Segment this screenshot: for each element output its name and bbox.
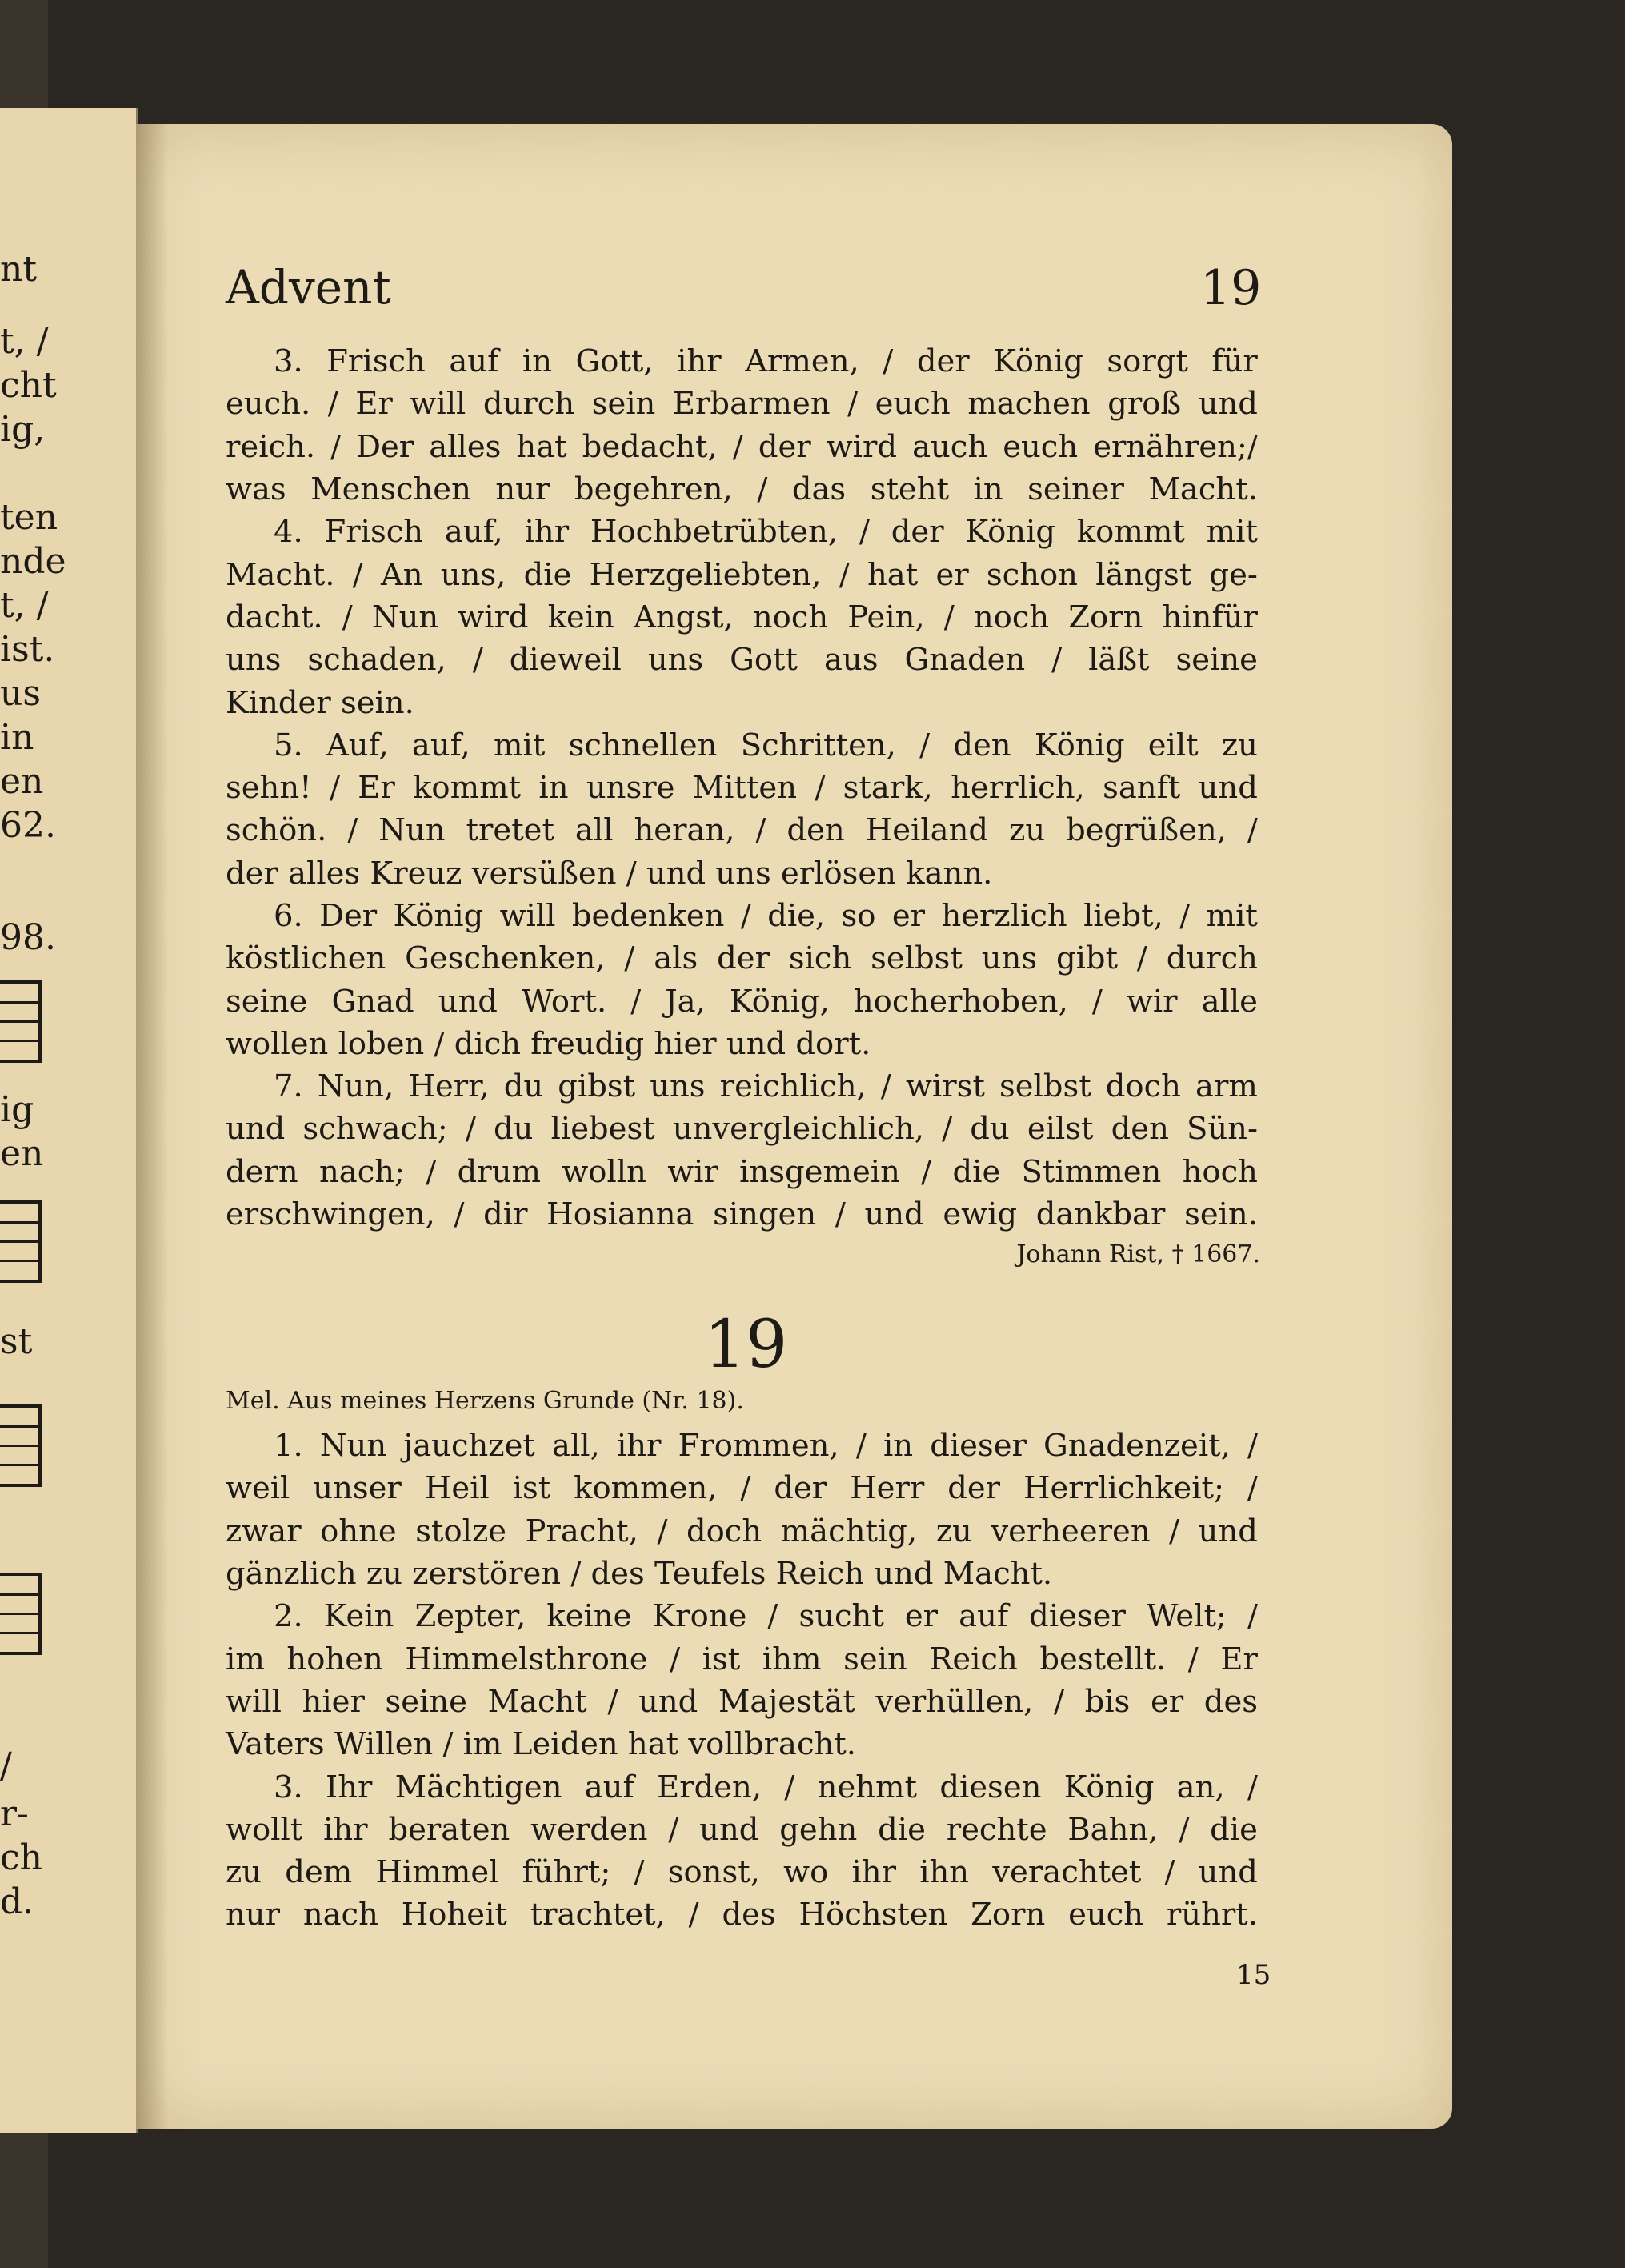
text-line: dacht. / Nun wird kein Angst, noch Pein, / noch Zorn hinfür bbox=[226, 599, 1258, 635]
left-margin-text: d. bbox=[0, 1881, 34, 1922]
hymn-18-stanzas bbox=[226, 340, 1258, 1236]
music-staff-fragment bbox=[0, 1404, 42, 1487]
left-margin-text: nde bbox=[0, 541, 66, 582]
text-line: Macht. / An uns, die Herzgeliebten, / hat er schon längst ge- bbox=[226, 556, 1258, 593]
left-page-fragment bbox=[0, 108, 138, 2133]
left-margin-text: in bbox=[0, 717, 34, 758]
hymn-number: 19 bbox=[704, 1307, 788, 1383]
text-line: und schwach; / du liebest unvergleichlich, / du eilst den Sün- bbox=[226, 1111, 1258, 1148]
left-margin-text: 98. bbox=[0, 917, 56, 958]
left-margin-text: en bbox=[0, 761, 44, 802]
text-line: 6. Der König will bedenken / die, so er herzlich liebt, / mit bbox=[274, 898, 1258, 934]
text-line: schön. / Nun tretet all heran, / den Heiland zu begrüßen, / bbox=[226, 812, 1258, 849]
text-line: was Menschen nur begehren, / das steht in seiner Macht. bbox=[226, 471, 1258, 508]
text-line: 2. Kein Zepter, keine Krone / sucht er auf dieser Welt; / bbox=[274, 1598, 1258, 1635]
text-line: 7. Nun, Herr, du gibst uns reichlich, / wirst selbst doch arm bbox=[274, 1068, 1258, 1105]
left-margin-text: en bbox=[0, 1133, 44, 1174]
text-line: nur nach Hoheit trachtet, / des Höchsten Zorn euch rührt. bbox=[226, 1897, 1258, 1933]
text-line: der alles Kreuz versüßen / und uns erlösen kann. bbox=[226, 855, 993, 892]
text-line: sehn! / Er kommt in unsre Mitten / stark, herrlich, sanft und bbox=[226, 770, 1258, 807]
text-line: 1. Nun jauchzet all, ihr Frommen, / in dieser Gnadenzeit, / bbox=[274, 1428, 1258, 1465]
hymn-19-stanzas bbox=[226, 1425, 1258, 1937]
text-line: 4. Frisch auf, ihr Hochbetrübten, / der König kommt mit bbox=[274, 514, 1258, 551]
text-line: dern nach; / drum wolln wir insgemein / die Stimmen hoch bbox=[226, 1153, 1258, 1190]
text-line: zu dem Himmel führt; / sonst, wo ihr ihn verachtet / und bbox=[226, 1854, 1258, 1891]
author-attribution: Johann Rist, † 1667. bbox=[1016, 1240, 1260, 1268]
text-line: Kinder sein. bbox=[226, 684, 414, 721]
text-line: gänzlich zu zerstören / des Teufels Reich und Macht. bbox=[226, 1556, 1053, 1593]
music-staff-fragment bbox=[0, 980, 42, 1063]
text-line: wollt ihr beraten werden / und gehn die rechte Bahn, / die bbox=[226, 1811, 1258, 1848]
text-line: im hohen Himmelsthrone / ist ihm sein Reich bestellt. / Er bbox=[226, 1641, 1258, 1677]
text-line: 5. Auf, auf, mit schnellen Schritten, / den König eilt zu bbox=[274, 727, 1258, 763]
text-line: köstlichen Geschenken, / als der sich selbst uns gibt / durch bbox=[226, 940, 1258, 977]
text-line: erschwingen, / dir Hosianna singen / und ewig dankbar sein. bbox=[226, 1196, 1258, 1233]
left-margin-text: st bbox=[0, 1321, 33, 1362]
left-margin-text: t, / bbox=[0, 321, 49, 362]
text-line: euch. / Er will durch sein Erbarmen / euch machen groß und bbox=[226, 386, 1258, 423]
left-margin-text: ten bbox=[0, 497, 58, 538]
page-number: 19 bbox=[1200, 260, 1262, 316]
text-line: seine Gnad und Wort. / Ja, König, hocherhoben, / wir alle bbox=[226, 983, 1258, 1020]
music-staff-fragment bbox=[0, 1573, 42, 1655]
text-line: uns schaden, / dieweil uns Gott aus Gnaden / läßt seine bbox=[226, 642, 1258, 679]
left-margin-text: ch bbox=[0, 1837, 42, 1878]
text-line: 3. Ihr Mächtigen auf Erden, / nehmt diesen König an, / bbox=[274, 1769, 1258, 1805]
text-line: will hier seine Macht / und Majestät verhüllen, / bis er des bbox=[226, 1683, 1258, 1720]
left-margin-text: cht bbox=[0, 365, 57, 406]
spine-shadow bbox=[136, 124, 168, 2129]
left-margin-text: ig, bbox=[0, 409, 46, 450]
left-margin-text: us bbox=[0, 673, 41, 714]
left-margin-text: ist. bbox=[0, 629, 55, 670]
text-line: 3. Frisch auf in Gott, ihr Armen, / der König sorgt für bbox=[274, 343, 1258, 380]
text-line: Vaters Willen / im Leiden hat vollbracht. bbox=[226, 1726, 857, 1763]
text-line: weil unser Heil ist kommen, / der Herr der Herrlichkeit; / bbox=[226, 1470, 1258, 1507]
left-margin-text: 62. bbox=[0, 805, 56, 846]
left-margin-text: r- bbox=[0, 1793, 29, 1834]
left-margin-text: nt bbox=[0, 249, 38, 290]
left-margin-text: ig bbox=[0, 1089, 34, 1130]
text-line: wollen loben / dich freudig hier und dort. bbox=[226, 1025, 871, 1062]
signature-mark: 15 bbox=[1236, 1959, 1271, 1991]
melody-reference: Mel. Aus meines Herzens Grunde (Nr. 18). bbox=[226, 1387, 744, 1415]
text-line: zwar ohne stolze Pracht, / doch mächtig, zu verheeren / und bbox=[226, 1513, 1258, 1549]
music-staff-fragment bbox=[0, 1200, 42, 1283]
text-line: reich. / Der alles hat bedacht, / der wird auch euch ernähren;/ bbox=[226, 428, 1258, 465]
left-margin-text: t, / bbox=[0, 585, 49, 626]
left-margin-text: / bbox=[0, 1745, 12, 1786]
running-title: Advent bbox=[226, 260, 391, 315]
